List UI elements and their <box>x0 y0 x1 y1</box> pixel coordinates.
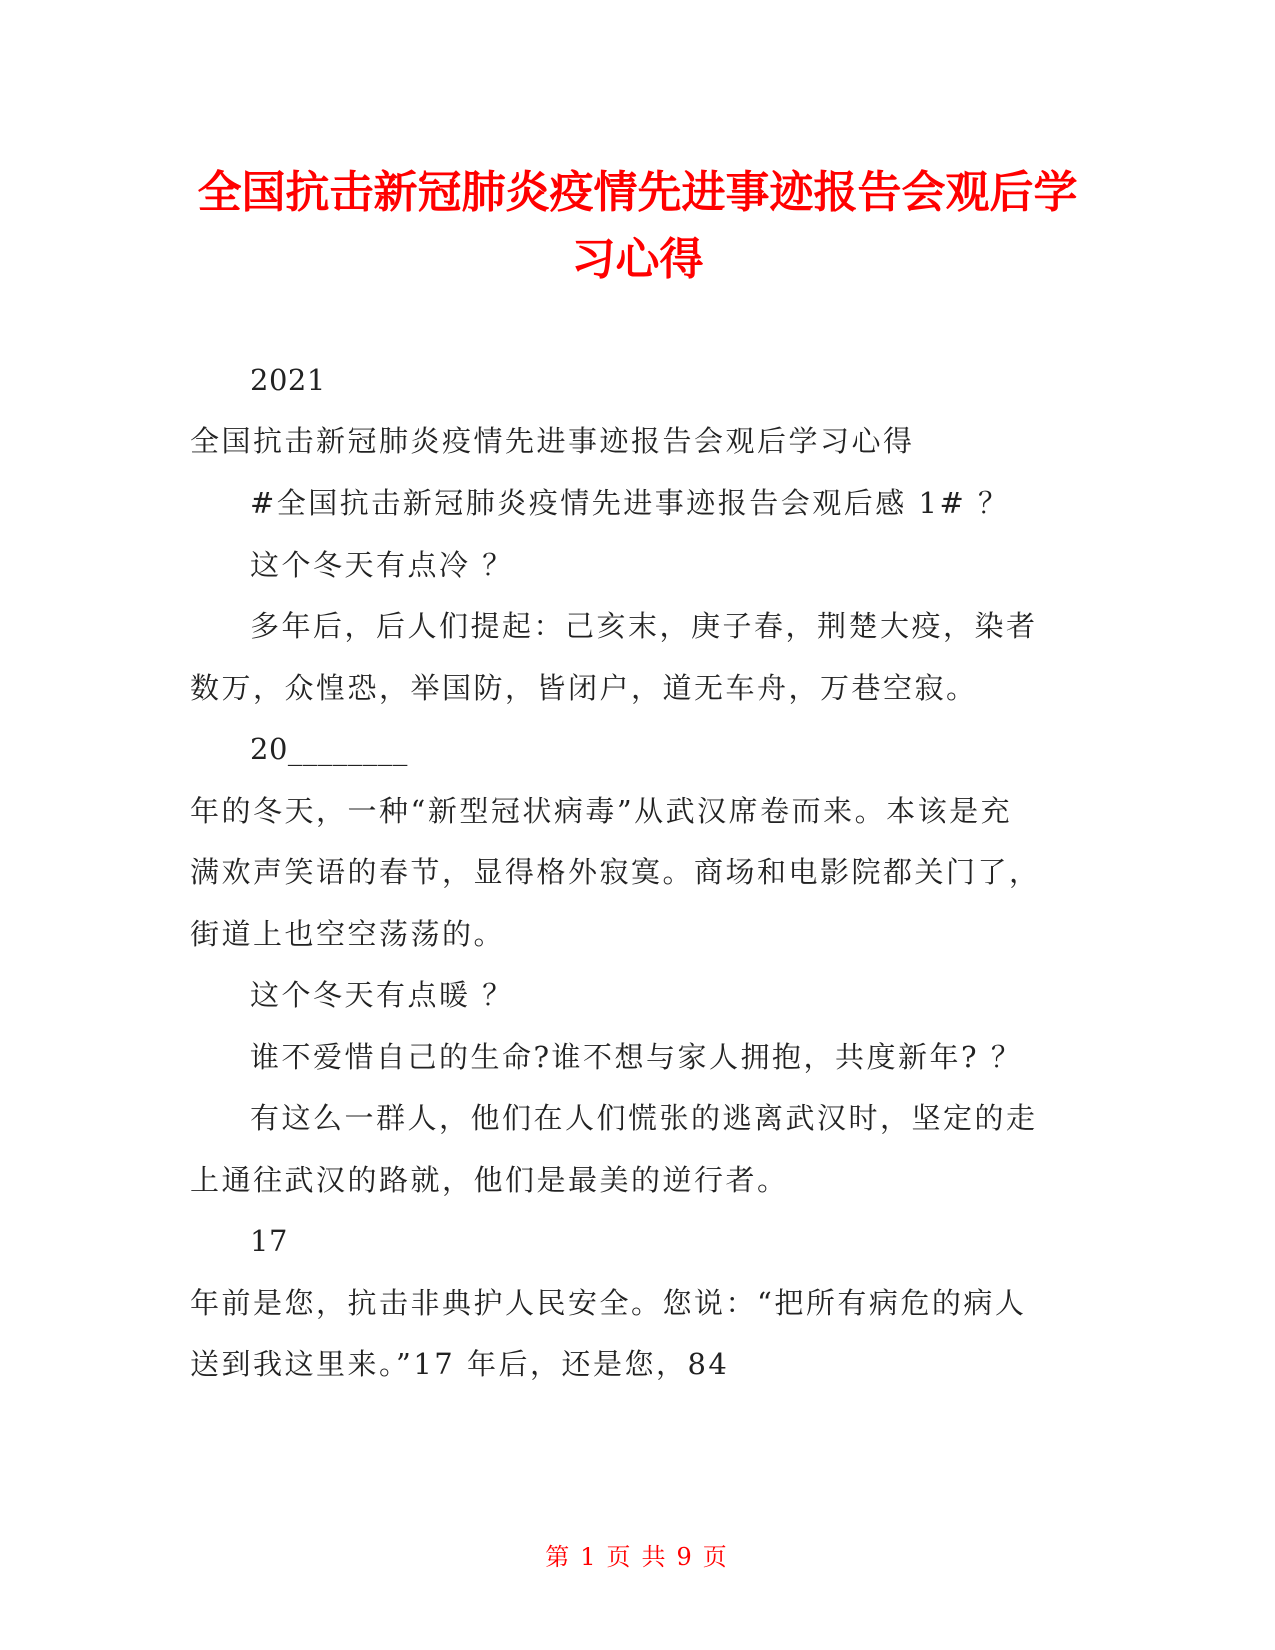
paragraph-line: 年前是您，抗击非典护人民安全。您说：“把所有病危的病人 <box>190 1286 1027 1320</box>
footer-page-unit: 页 <box>606 1543 634 1571</box>
page-footer <box>0 1542 1275 1572</box>
paragraph-line: 2021 <box>250 363 326 397</box>
paragraph-line: 有这么一群人，他们在人们慌张的逃离武汉时，坚定的走 <box>250 1101 1038 1135</box>
paragraph-line: 多年后，后人们提起：己亥末，庚子春，荆楚大疫，染者 <box>250 609 1038 643</box>
paragraph-line: 17 <box>250 1224 288 1258</box>
paragraph-line: 数万，众惶恐，举国防，皆闭户，道无车舟，万巷空寂。 <box>190 671 978 705</box>
document-title-line-2: 习心得 <box>571 234 704 285</box>
paragraph-line: #全国抗击新冠肺炎疫情先进事迹报告会观后感 1# ？ <box>250 486 1010 520</box>
document-title-line-1: 全国抗击新冠肺炎疫情先进事迹报告会观后学 <box>197 167 1078 218</box>
paragraph-line: 街道上也空空荡荡的。 <box>190 917 506 951</box>
paragraph-line: 年的冬天，一种“新型冠状病毒”从武汉席卷而来。本该是充 <box>190 794 1013 828</box>
paragraph-line: 上通往武汉的路就，他们是最美的逆行者。 <box>190 1163 789 1197</box>
footer-total-label: 共 <box>641 1543 669 1571</box>
footer-current-page: 1 <box>580 1543 599 1571</box>
paragraph-line: 20________ <box>250 732 408 766</box>
paragraph-line: 送到我这里来。”17 年后，还是您，84 <box>190 1347 730 1381</box>
footer-total-unit: 页 <box>702 1543 730 1571</box>
paragraph-line: 全国抗击新冠肺炎疫情先进事迹报告会观后学习心得 <box>190 424 915 458</box>
footer-page-label: 第 <box>545 1543 573 1571</box>
footer-total-pages: 9 <box>676 1543 695 1571</box>
paragraph-line: 谁不爱惜自己的生命?谁不想与家人拥抱，共度新年? ？ <box>250 1040 1023 1074</box>
paragraph-line: 满欢声笑语的春节，显得格外寂寞。商场和电影院都关门了， <box>190 855 1041 889</box>
paragraph-line: 这个冬天有点暖 ？ <box>250 978 514 1012</box>
paragraph-line: 这个冬天有点冷 ？ <box>250 548 514 582</box>
